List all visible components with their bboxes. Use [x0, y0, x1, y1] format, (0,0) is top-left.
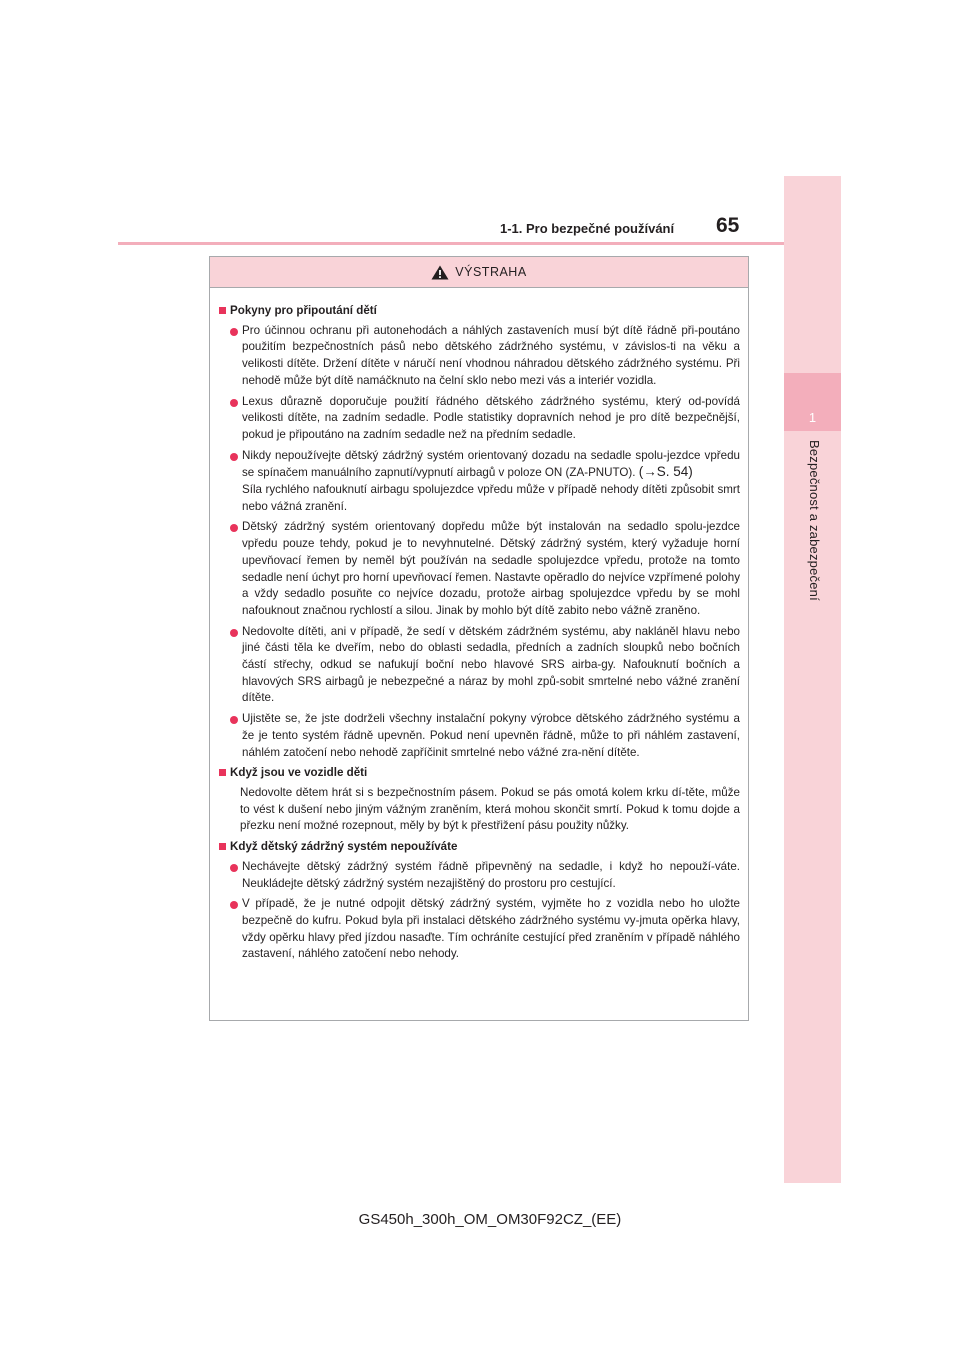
list-item: [219, 323, 740, 390]
circle-bullet-icon: [230, 399, 238, 407]
section-heading-text: Když jsou ve vozidle děti: [230, 766, 368, 780]
list-item: [219, 394, 740, 444]
section-heading-text: Pokyny pro připoutání dětí: [230, 304, 377, 317]
circle-bullet-icon: [230, 901, 238, 909]
page-reference-link[interactable]: (→S. 54): [638, 464, 693, 480]
list-item: [219, 711, 740, 761]
warning-body: [210, 288, 748, 963]
list-item-text: Nedovolte dítěti, ani v případě, že sedí v dětském zádržném systému, aby nakláněl hlavu nebo jiné části těla ke dveřím, nebo do oblasti sedadla, předních a zadních sloupků nebo bočních částí střechy, odkud se nafukují boční nebo hlavové SRS airba-gy. Nafouknutí bočních a hlavových SRS airbagů je nebezpečné a náraz by mohl způ-sobit smrtelné nebo vážné zranění dítěte.: [242, 624, 740, 705]
list-item-text: Dětský zádržný systém orientovaný dopředu může být instalován na sedadlo spolu-jezdce vpředu pouze tehdy, pokud je to nevyhnutelné. Dětský zádržný systém, který vyžaduje horní upevňovací řemen by neměl být používán na sedadle spolujezdce vpředu, protože na tomto sedadle není úchyt pro horní upevňovací řemen. Nastavte opěradlo do nejvíce vzpřímené polohy a vždy sedadlo posuňte co nejvíce dozadu, protože airbag spolujezdce vpředu by se mohl nafouknout značnou rychlostí a silou. Jinak by mohlo být dítě zabito nebo vážně zraněno.: [242, 520, 740, 617]
list-item: [219, 896, 740, 963]
section-heading: [219, 839, 740, 856]
list-item: [219, 859, 740, 892]
section-title: 1-1. Pro bezpečné používání: [500, 221, 675, 236]
warning-header: [210, 257, 748, 288]
section-heading: [219, 303, 740, 320]
square-bullet-icon: [219, 769, 226, 776]
list-item-text: Nechávejte dětský zádržný systém řádně připevněný na sedadle, i když ho nepouží-váte. Neukládejte dětský zádržný systém nezajištěný do prostoru pro cestující.: [242, 859, 740, 890]
warning-title: VÝSTRAHA: [455, 265, 527, 279]
list-item-text: Nikdy nepoužívejte dětský zádržný systém orientovaný dozadu na sedadle spolu-jezdce vpředu se spínačem manuálního zapnutí/vypnutí airbagů v poloze ON (ZA-PNUTO).: [242, 448, 740, 480]
chapter-side-tab: [784, 176, 841, 1183]
section-heading-text: Když dětský zádržný systém nepoužíváte: [230, 840, 458, 854]
circle-bullet-icon: [230, 864, 238, 872]
square-bullet-icon: [219, 307, 226, 314]
circle-bullet-icon: [230, 524, 238, 532]
list-item: [219, 624, 740, 708]
warning-triangle-icon: [431, 265, 449, 280]
chapter-number: 1: [808, 410, 817, 425]
warning-box: [209, 256, 749, 1021]
page-number: 65: [716, 214, 740, 237]
circle-bullet-icon: [230, 328, 238, 336]
section-paragraph: Nedovolte dětem hrát si s bezpečnostním pásem. Pokud se pás omotá kolem krku dí-těte, může to vést k dušení nebo jiným vážným zraněním, která mohou skončit smrtí. Pokud k tomu dojde a přezku není možné rozepnout, měly by být k přestřižení pásu použity nůžky.: [240, 785, 740, 833]
list-item-text: Ujistěte se, že jste dodrželi všechny instalační pokyny výrobce dětského zádržného systému a že je tento systém řádně upevněn. Pokud není upevněn řádně, může to při náhlém zastavení, náhlém zatočení nebo nehodě zapříčinit smrtelné nebo vážné zra-nění dítěte.: [242, 712, 740, 759]
circle-bullet-icon: [230, 453, 238, 461]
circle-bullet-icon: [230, 716, 238, 724]
list-item-text: V případě, že je nutné odpojit dětský zádržný systém, vyjměte ho z vozidla nebo ho uložte bezpečně do kufru. Pokud byla při instalaci dětského zádržného systému vy-jmuta opěrka hlavy, vždy opěrku hlavy před jízdou nasaďte. Tím ochráníte cestující před zraněním v případě náhlého zastavení, náhlého zatočení nebo nehody.: [242, 897, 740, 961]
list-item-subtext: Síla rychlého nafouknutí airbagu spolujezdce vpředu může v případě nehody dítěti způsobit smrt nebo vážná zranění.: [242, 483, 740, 513]
footer-model-code: GS450h_300h_OM_OM30F92CZ_(EE): [358, 1211, 622, 1228]
chapter-label: Bezpečnost a zabezpečení: [807, 440, 822, 601]
square-bullet-icon: [219, 843, 226, 850]
header-rule: [118, 242, 784, 245]
circle-bullet-icon: [230, 629, 238, 637]
list-item: [219, 448, 740, 516]
list-item: [219, 519, 740, 619]
list-item-text: Pro účinnou ochranu při autonehodách a náhlých zastaveních musí být dítě řádně při-poutáno použitím bezpečnostních pásů nebo dětského zádržného systému, v závislos-ti na věku a velikosti dítěte. Držení dítěte v náručí není vhodnou náhradou dětského zádržného systému. Při nehodě může být dítě namáčknuto na čelní sklo nebo mezi vás a interiér vozidla.: [242, 323, 740, 387]
section-heading: [219, 765, 740, 782]
list-item-text: Lexus důrazně doporučuje použití řádného dětského zádržného systému, který od-povídá velikosti dítěte, na zadním sedadle. Podle statistiky dopravních nehod je pro dítě bezpečnější, pokud je připoutáno na zadním sedadle než na předním sedadle.: [242, 394, 740, 441]
